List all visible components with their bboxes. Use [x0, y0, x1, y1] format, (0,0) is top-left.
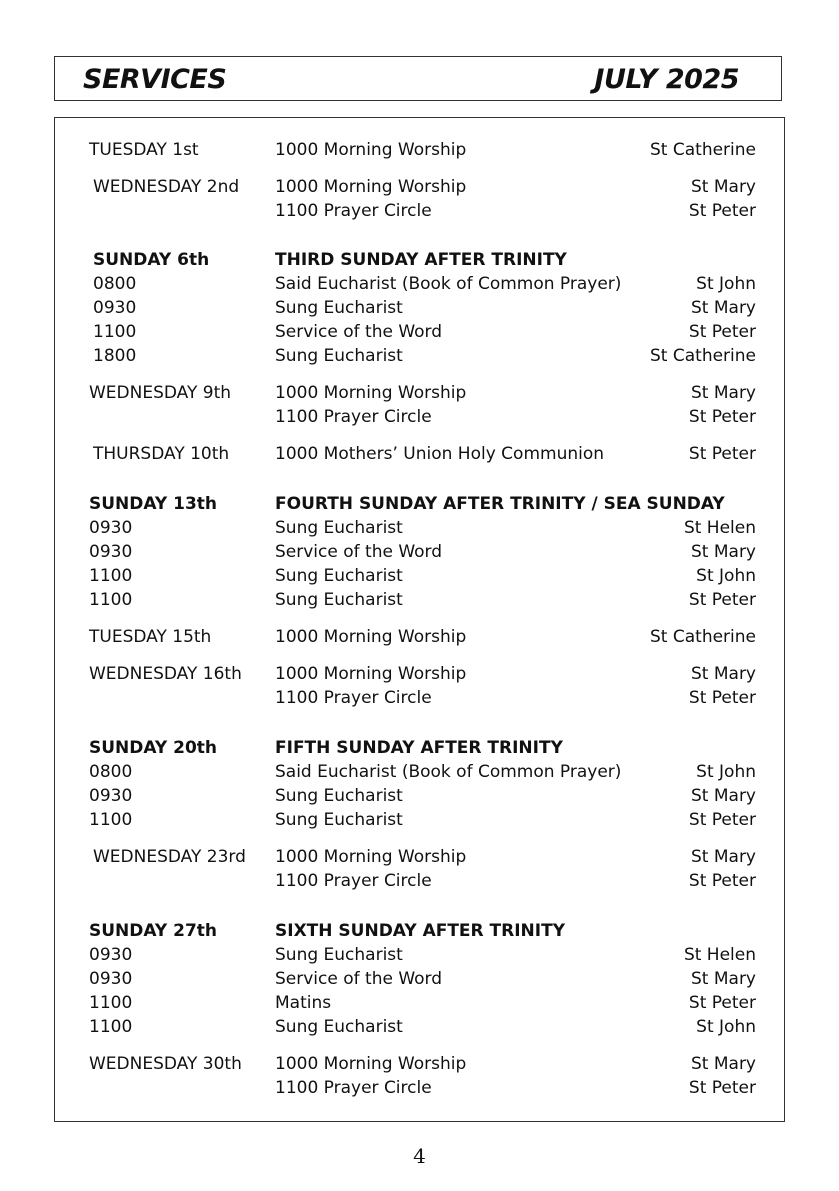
service-entry-sun-13 [55, 492, 784, 612]
sunday-title: FIFTH SUNDAY AFTER TRINITY [275, 738, 563, 758]
service-row [55, 442, 784, 466]
service-row [55, 662, 784, 686]
church-name: St John [696, 274, 756, 294]
day-label: TUESDAY 15th [89, 627, 212, 647]
service-entry-wed-2 [55, 175, 784, 223]
service-name: Service of the Word [275, 542, 443, 562]
church-name: St Mary [691, 542, 756, 562]
month-year: JULY 2025 [594, 64, 739, 95]
service-name: Said Eucharist (Book of Common Prayer) [275, 274, 622, 294]
service-row [55, 381, 784, 405]
service-entry-sun-27 [55, 919, 784, 1039]
sunday-title: THIRD SUNDAY AFTER TRINITY [275, 250, 567, 270]
service-row [55, 1076, 784, 1100]
service-row [55, 320, 784, 344]
service-name: Sung Eucharist [275, 590, 403, 610]
day-label: SUNDAY 6th [93, 250, 210, 270]
service-name: Sung Eucharist [275, 945, 403, 965]
day-label: THURSDAY 10th [93, 444, 230, 464]
day-label: WEDNESDAY 9th [89, 383, 232, 403]
time-label: 0930 [89, 786, 133, 806]
service-name: 1000 Morning Worship [275, 1054, 467, 1074]
church-name: St Peter [688, 444, 756, 464]
day-label: SUNDAY 13th [89, 494, 218, 514]
service-name: 1000 Morning Worship [275, 847, 467, 867]
church-name: St Mary [691, 298, 756, 318]
service-name: 1100 Prayer Circle [275, 1078, 432, 1098]
time-label: 0930 [89, 969, 133, 989]
service-name: Service of the Word [275, 969, 443, 989]
day-label: WEDNESDAY 30th [89, 1054, 242, 1074]
day-label: WEDNESDAY 2nd [93, 177, 240, 197]
day-label: WEDNESDAY 23rd [93, 847, 246, 867]
service-name: Sung Eucharist [275, 810, 403, 830]
service-entry-tue-1 [55, 138, 784, 162]
church-name: St Mary [691, 1054, 756, 1074]
service-name: Sung Eucharist [275, 298, 403, 318]
day-label: SUNDAY 27th [89, 921, 218, 941]
service-name: 1000 Mothers’ Union Holy Communion [275, 444, 605, 464]
church-name: St Peter [688, 590, 756, 610]
service-row [55, 272, 784, 296]
time-label: 1100 [89, 590, 133, 610]
service-name: 1000 Morning Worship [275, 627, 467, 647]
page-number: 4 [413, 1144, 426, 1168]
service-row [55, 869, 784, 893]
service-entry-wed-30 [55, 1052, 784, 1100]
church-name: St Peter [688, 407, 756, 427]
service-name: 1000 Morning Worship [275, 177, 467, 197]
service-entry-wed-16 [55, 662, 784, 710]
time-label: 1100 [89, 566, 133, 586]
church-name: St Mary [691, 969, 756, 989]
service-row [55, 564, 784, 588]
church-name: St Mary [691, 664, 756, 684]
service-name: 1000 Morning Worship [275, 383, 467, 403]
church-name: St Mary [691, 786, 756, 806]
service-name: 1100 Prayer Circle [275, 201, 432, 221]
service-row [55, 784, 784, 808]
church-name: St Peter [688, 993, 756, 1013]
service-row [55, 344, 784, 368]
service-row [55, 625, 784, 649]
church-name: St Mary [691, 177, 756, 197]
church-name: St John [696, 566, 756, 586]
time-label: 0800 [93, 274, 137, 294]
page-title: SERVICES [83, 64, 227, 95]
service-row [55, 967, 784, 991]
time-label: 1100 [89, 993, 133, 1013]
header-box [54, 56, 782, 101]
service-name: 1100 Prayer Circle [275, 407, 432, 427]
service-name: Sung Eucharist [275, 786, 403, 806]
day-label: WEDNESDAY 16th [89, 664, 242, 684]
service-row [55, 845, 784, 869]
day-label: SUNDAY 20th [89, 738, 218, 758]
service-name: 1100 Prayer Circle [275, 871, 432, 891]
time-label: 1100 [93, 322, 137, 342]
sunday-heading-row [55, 492, 784, 516]
sunday-heading-row [55, 919, 784, 943]
service-row [55, 991, 784, 1015]
sunday-title: FOURTH SUNDAY AFTER TRINITY / SEA SUNDAY [275, 494, 725, 514]
service-entry-sun-6 [55, 248, 784, 368]
service-name: Said Eucharist (Book of Common Prayer) [275, 762, 622, 782]
day-label: TUESDAY 1st [89, 140, 199, 160]
service-row [55, 1015, 784, 1039]
service-name: Service of the Word [275, 322, 443, 342]
sunday-title: SIXTH SUNDAY AFTER TRINITY [275, 921, 566, 941]
service-entry-thu-10 [55, 442, 784, 466]
service-row [55, 686, 784, 710]
time-label: 1800 [93, 346, 137, 366]
service-row [55, 760, 784, 784]
church-name: St Catherine [650, 140, 756, 160]
time-label: 0930 [89, 518, 133, 538]
service-row [55, 808, 784, 832]
time-label: 0930 [89, 945, 133, 965]
church-name: St John [696, 762, 756, 782]
church-name: St Mary [691, 383, 756, 403]
service-name: Sung Eucharist [275, 1017, 403, 1037]
church-name: St Mary [691, 847, 756, 867]
service-row [55, 296, 784, 320]
service-entry-tue-15 [55, 625, 784, 649]
service-row [55, 943, 784, 967]
church-name: St Peter [688, 322, 756, 342]
service-row [55, 588, 784, 612]
time-label: 0930 [93, 298, 137, 318]
service-row [55, 405, 784, 429]
church-name: St Peter [688, 1078, 756, 1098]
church-name: St Peter [688, 201, 756, 221]
service-row [55, 138, 784, 162]
service-name: 1100 Prayer Circle [275, 688, 432, 708]
time-label: 0800 [89, 762, 133, 782]
church-name: St Peter [688, 688, 756, 708]
church-name: St Peter [688, 810, 756, 830]
service-row [55, 1052, 784, 1076]
church-name: St Helen [683, 945, 756, 965]
service-entry-sun-20 [55, 736, 784, 832]
church-name: St Catherine [650, 346, 756, 366]
service-entry-wed-9 [55, 381, 784, 429]
church-name: St Helen [683, 518, 756, 538]
service-name: Sung Eucharist [275, 566, 403, 586]
service-name: 1000 Morning Worship [275, 140, 467, 160]
sunday-heading-row [55, 248, 784, 272]
service-entry-wed-23 [55, 845, 784, 893]
services-table [54, 117, 785, 1122]
sunday-heading-row [55, 736, 784, 760]
service-row [55, 199, 784, 223]
service-name: Sung Eucharist [275, 346, 403, 366]
service-row [55, 175, 784, 199]
church-name: St Peter [688, 871, 756, 891]
time-label: 1100 [89, 1017, 133, 1037]
service-name: Matins [275, 993, 332, 1013]
service-row [55, 540, 784, 564]
service-row [55, 516, 784, 540]
time-label: 1100 [89, 810, 133, 830]
church-name: St Catherine [650, 627, 756, 647]
church-name: St John [696, 1017, 756, 1037]
service-name: 1000 Morning Worship [275, 664, 467, 684]
service-name: Sung Eucharist [275, 518, 403, 538]
time-label: 0930 [89, 542, 133, 562]
